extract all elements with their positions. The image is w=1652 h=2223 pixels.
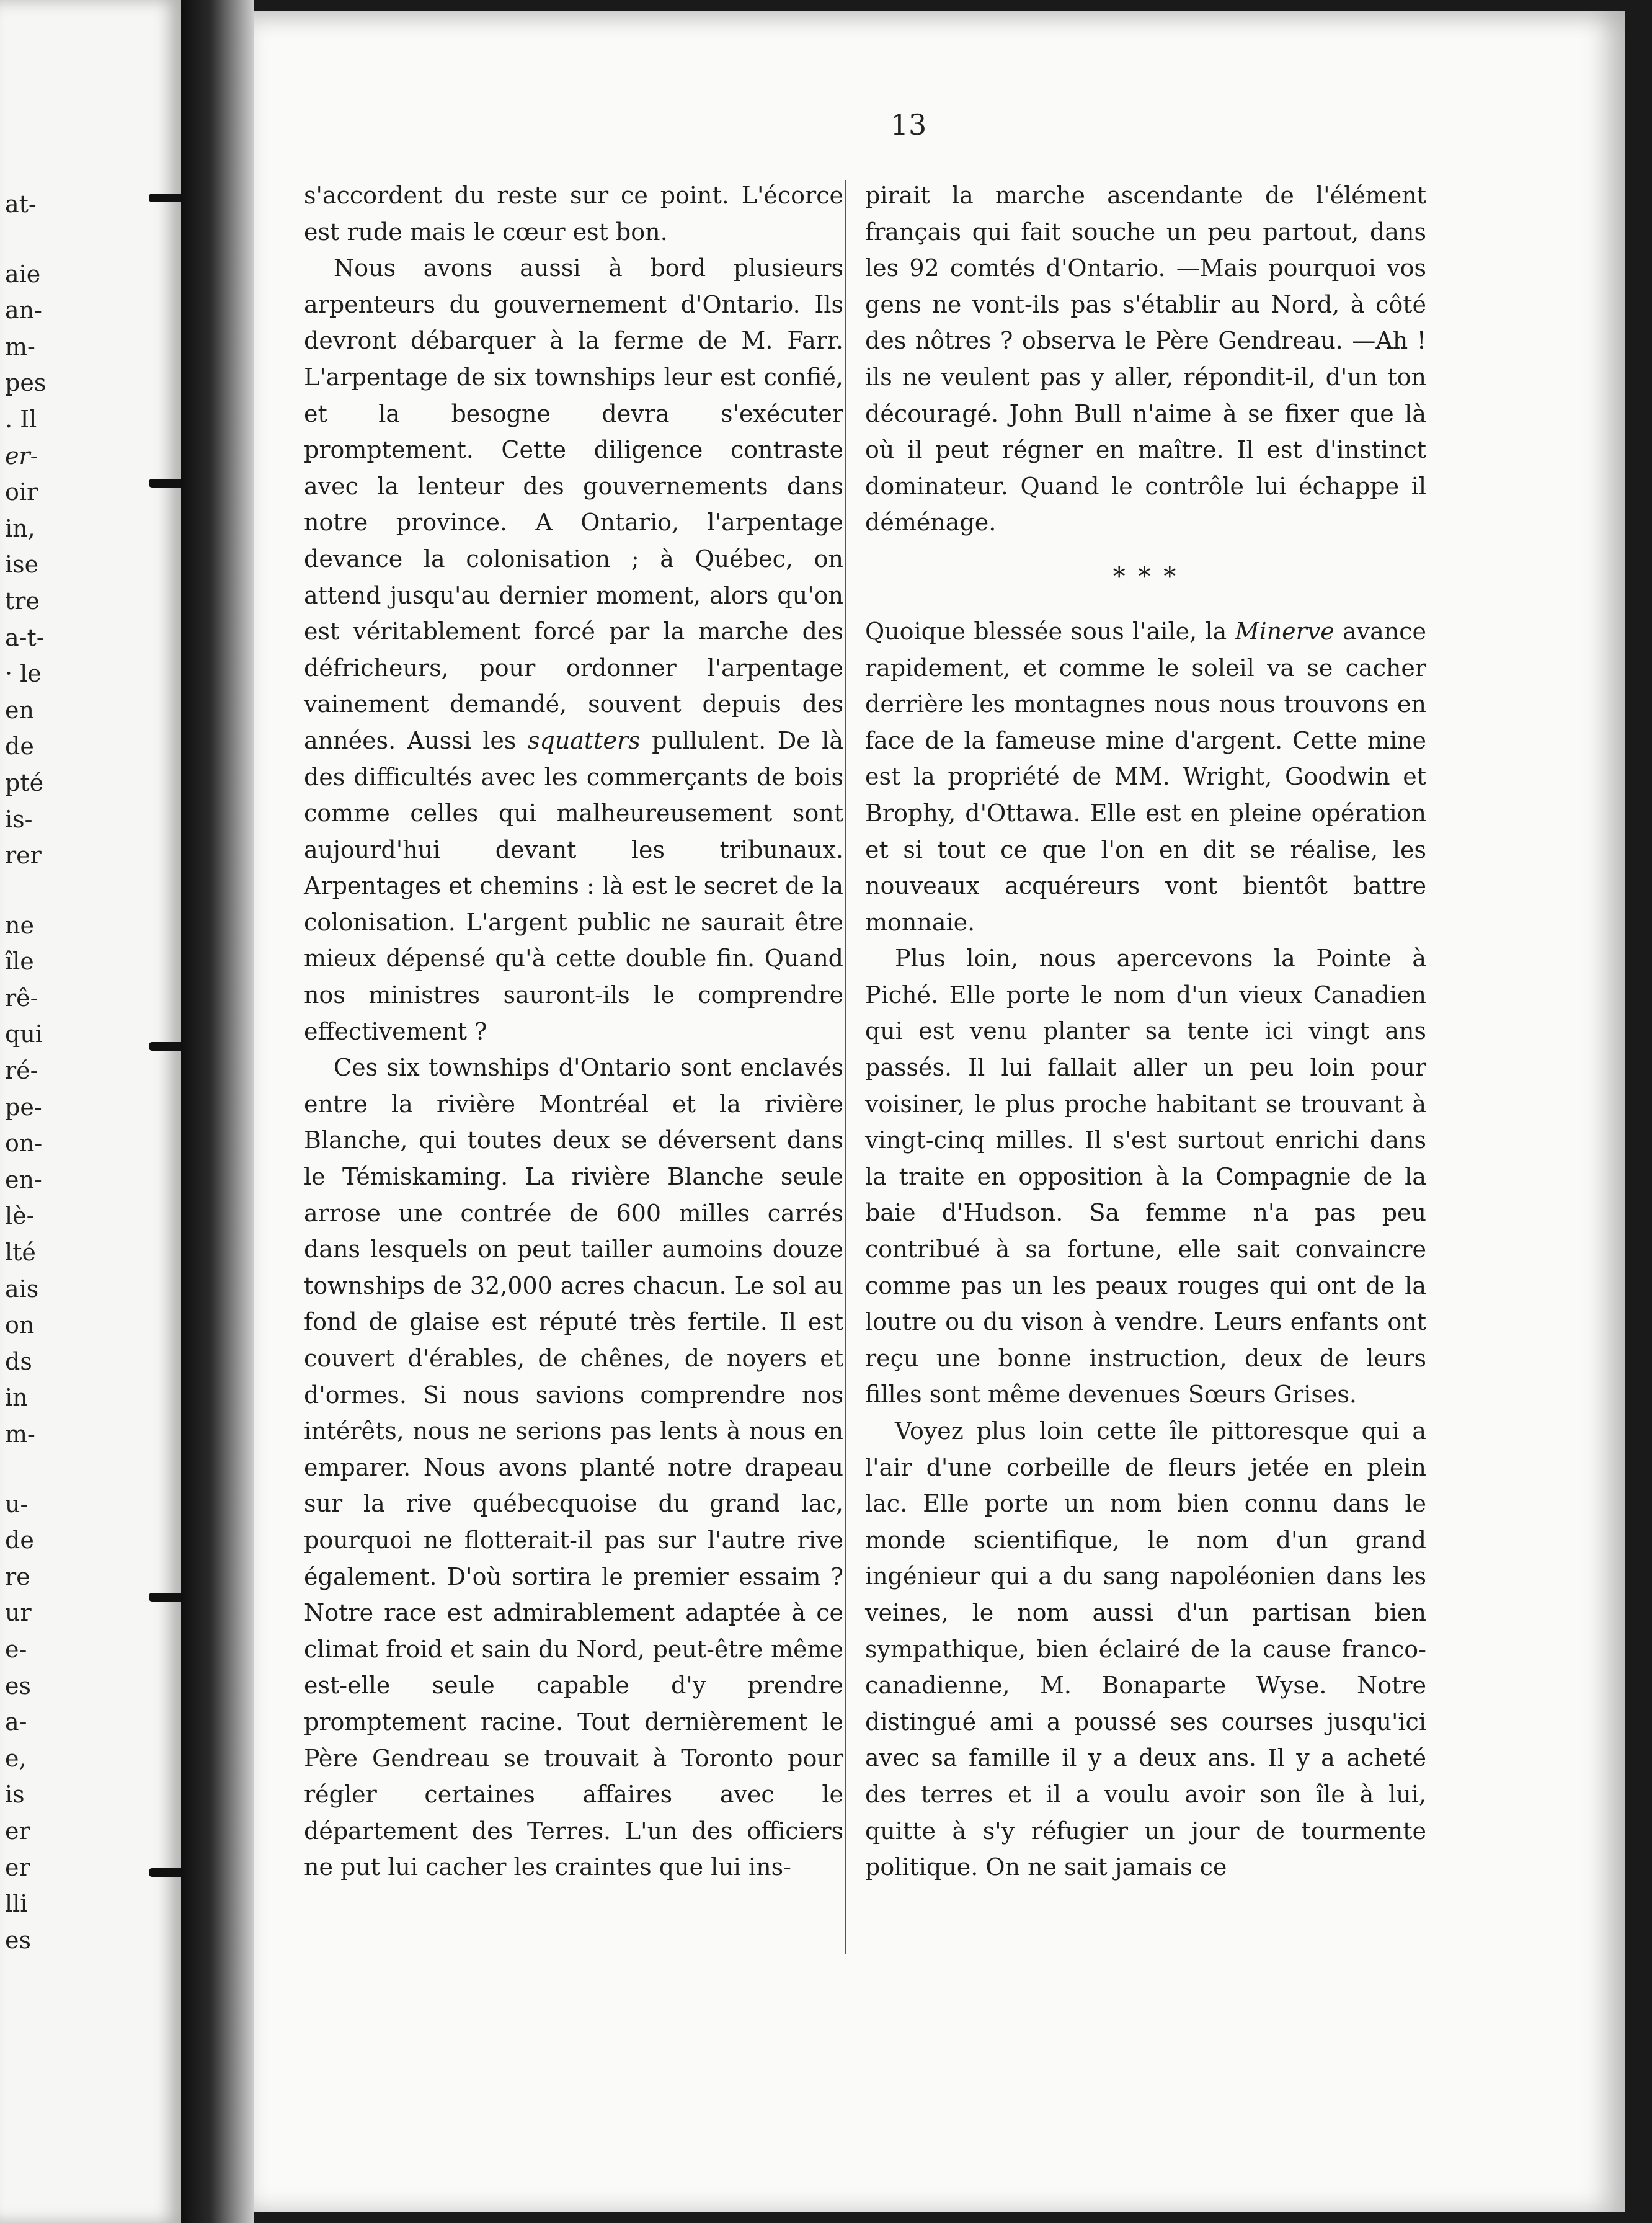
fragment-line: · le xyxy=(5,660,42,688)
fragment-line: ise xyxy=(5,551,39,579)
paragraph xyxy=(865,613,1426,940)
ship-name: Minerve xyxy=(1235,617,1334,645)
paragraph: Voyez plus loin cette île pittoresque qui a l'air d'une corbeille de fleurs jetée en plein lac. Elle porte un nom bien connu dans le monde scientifique, le nom d'un grand ingénieur qui a du sang napoléonien dans les veines, le nom aussi d'un partisan bien sympathique, bien éclairé de la cause franco-canadienne, M. Bonaparte Wyse. Notre distingué ami a poussé ses courses jusqu'ici avec sa famille il y a deux ans. Il y a acheté des terres et il a voulu avoir son île à lui, quitte à s'y réfugier un jour de tourmente politique. On ne sait jamais ce xyxy=(865,1417,1426,1881)
paragraph: pirait la marche ascendante de l'élément français qui fait souche un peu partout, dans les 92 comtés d'Ontario. —Mais pourquoi vos gens ne vont-ils pas s'établir au Nord, à côté des nôtres ? observa le Père Gendreau. —Ah ! ils ne veulent pas y aller, répondit-il, d'un ton découragé. John Bull n'aime à se fixer que là où il peut régner en maître. Il est d'instinct dominateur. Quand le contrôle lui échappe il déménage. xyxy=(865,182,1426,537)
asterism-ornament: * * * xyxy=(1112,562,1179,591)
fragment-line: en- xyxy=(5,1165,42,1193)
column-divider xyxy=(845,180,846,1954)
fragment-line: a- xyxy=(5,1708,27,1736)
paragraph: Ces six townships d'Ontario sont enclavés entre la rivière Montréal et la rivière Blanche, qui toutes deux se déversent dans le Témiskaming. La rivière Blanche seule arrose une contrée de 600 milles carrés dans lesquels on peut tailler aumoins douze townships de 32,000 acres chacun. Le sol au fond de glaise est réputé très fertile. Il est couvert d'érables, de chênes, de noyers et d'ormes. Si nous savions comprendre nos intérêts, nous ne serions pas lents à nous en emparer. Nous avons planté notre drapeau sur la rive québecquoise du grand lac, pourquoi ne flotterait-il pas sur l'autre rive également. D'où sortira le premier essaim ? Notre race est admirablement adaptée à ce climat froid et sain du Nord, peut-être même est-elle seule capable d'y prendre promptement racine. Tout dernièrement le Père Gendreau se trouvait à Toronto pour régler certaines affaires avec le département des Terres. L'un des officiers ne put lui cacher les craintes que lui ins- xyxy=(304,1054,843,1881)
fragment-line: lè- xyxy=(5,1202,35,1230)
fragment-line: u- xyxy=(5,1490,29,1518)
fragment-line: rer xyxy=(5,842,42,870)
fragment-line: ur xyxy=(5,1599,32,1627)
paragraph-text: pullulent. De là des difficultés avec les commerçants de bois comme celles qui malheureusement sont aujourd'hui devant les tribunaux. Arpentages et chemins : là est le secret de la colonisation. L'argent public ne saurait être mieux dépensé qu'à cette double fin. Quand nos ministres sauront-ils le comprendre effectivement ? xyxy=(304,726,843,1045)
fragment-line: qui xyxy=(5,1020,43,1048)
fragment-line: er xyxy=(5,1817,30,1845)
fragment-line: oir xyxy=(5,478,38,506)
book-gutter-shadow xyxy=(181,0,254,2223)
text-column-left xyxy=(304,177,843,1886)
fragment-line: pté xyxy=(5,768,44,796)
fragment-line: at- xyxy=(5,190,37,218)
fragment-spacer xyxy=(5,874,148,907)
fragment-line: er xyxy=(5,1853,30,1881)
fragment-line: es xyxy=(5,1926,31,1954)
fragment-line: in xyxy=(5,1384,28,1412)
fragment-line: e, xyxy=(5,1744,27,1772)
fragment-line: e- xyxy=(5,1635,27,1663)
fragment-line: rê- xyxy=(5,984,38,1012)
paragraph: s'accordent du reste sur ce point. L'écorce est rude mais le cœur est bon. xyxy=(304,182,843,246)
paragraph xyxy=(304,250,843,1049)
fragment-line: lté xyxy=(5,1239,36,1267)
paragraph-text: Nous avons aussi à bord plusieurs arpenteurs du gouvernement d'Ontario. Ils devront débarquer à la ferme de M. Farr. L'arpentage de six townships leur est confié, et la besogne devra s'exécuter promptement. Cette diligence contraste avec la lenteur des gouvernements dans notre province. A Ontario, l'arpentage devance la colonisation ; à Québec, on attend jusqu'au dernier moment, alors qu'on est véritablement forcé par la marche des défricheurs, pour ordonner l'arpentage vainement demandé, souvent depuis des années. Aussi les xyxy=(304,254,843,754)
fragment-line: er- xyxy=(5,442,38,470)
fragment-line: es xyxy=(5,1672,31,1700)
fragment-line: lli xyxy=(5,1890,28,1918)
fragment-line: ne xyxy=(5,911,34,939)
fragment-line: re xyxy=(5,1562,30,1590)
fragment-line: ré- xyxy=(5,1057,38,1085)
facing-page-edge xyxy=(0,0,181,2223)
paragraph-text: Quoique blessée sous l'aile, la xyxy=(865,617,1227,645)
page-number: 13 xyxy=(890,108,927,141)
paragraph: Plus loin, nous apercevons la Pointe à Piché. Elle porte le nom d'un vieux Canadien qui est venu planter sa tente ici vingt ans passés. Il lui fallait aller un peu loin pour voisiner, le plus proche habitant se trouvant à vingt-cinq milles. Il s'est surtout enrichi dans la traite en opposition à la Compagnie de la baie d'Hudson. Sa femme n'a pas peu contribué à sa fortune, elle sait convaincre comme pas un les peaux rouges qui ont de la loutre ou du vison à vendre. Leurs enfants ont reçu une bonne instruction, deux de leurs filles sont même devenues Sœurs Grises. xyxy=(865,945,1426,1409)
fragment-line: in, xyxy=(5,514,35,542)
paragraph-text: avance rapidement, et comme le soleil va se cacher derrière les montagnes nous nous trouvons en face de la fameuse mine d'argent. Cette mine est la propriété de MM. Wright, Goodwin et Brophy, d'Ottawa. Elle est en pleine opération et si tout ce que l'on en dit se réalise, les nouveaux acquéreurs vont bientôt battre monnaie. xyxy=(865,617,1426,936)
fragment-line: a-t- xyxy=(5,623,45,651)
fragment-line: pes xyxy=(5,369,47,397)
fragment-line: ais xyxy=(5,1275,39,1303)
fragment-line: m- xyxy=(5,1420,35,1448)
fragment-line: ds xyxy=(5,1347,32,1375)
fragment-line: m- xyxy=(5,332,35,360)
fragment-line: an- xyxy=(5,296,42,324)
fragment-line: is xyxy=(5,1781,25,1809)
fragment-line: aie xyxy=(5,260,41,288)
fragment-line: on xyxy=(5,1311,35,1339)
fragment-line: tre xyxy=(5,587,40,615)
fragment-line: de xyxy=(5,1526,34,1554)
fragment-spacer xyxy=(5,223,148,256)
fragment-line: en xyxy=(5,696,34,724)
italic-term: squatters xyxy=(527,726,641,754)
fragment-line: on- xyxy=(5,1129,43,1157)
fragment-line: pe- xyxy=(5,1093,42,1121)
text-column-right xyxy=(865,177,1426,1886)
book-page xyxy=(254,11,1625,2212)
fragment-line: is- xyxy=(5,805,33,833)
facing-page-text xyxy=(5,186,148,1958)
fragment-spacer xyxy=(5,1453,148,1486)
fragment-line: . Il xyxy=(5,405,37,433)
fragment-line: île xyxy=(5,948,34,976)
fragment-line: de xyxy=(5,733,34,760)
